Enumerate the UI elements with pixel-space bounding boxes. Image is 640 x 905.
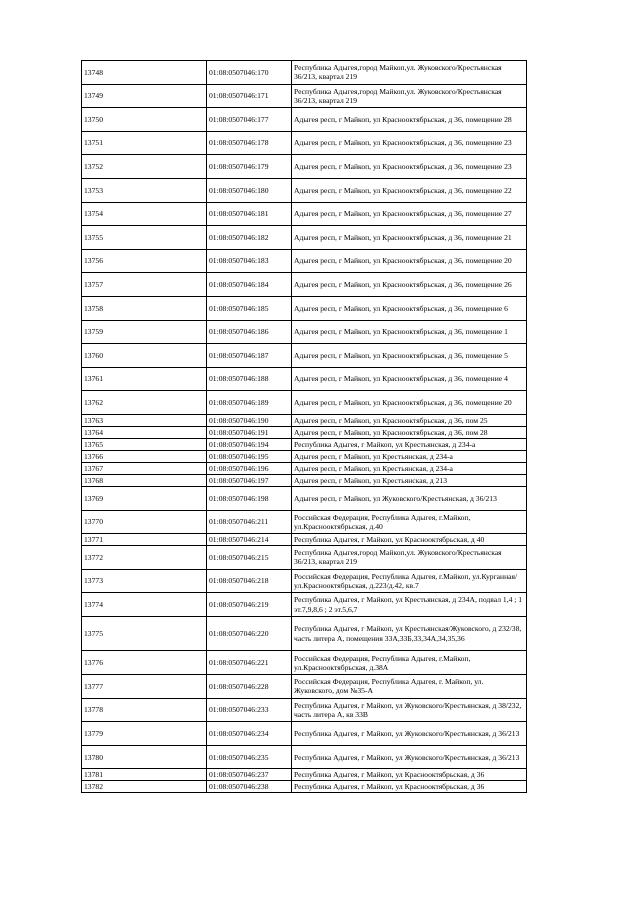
row-number-cell: 13765: [82, 438, 207, 450]
address-cell: Республика Адыгея,город Майкоп,ул. Жуковского/Крестьянская 36/213, квартал 219: [292, 61, 527, 85]
row-number-cell: 13760: [82, 344, 207, 368]
row-number-cell: 13763: [82, 414, 207, 426]
address-cell: Адыгея респ, г Майкоп, ул Крестьянская, д 234-а: [292, 450, 527, 462]
table-row: [82, 108, 527, 132]
table-row: [82, 131, 527, 155]
cadastral-number-cell: 01:08:0507046:228: [207, 675, 292, 699]
table-row: [82, 546, 527, 570]
address-cell: Адыгея респ, г Майкоп, ул Краснооктябрьская, д 36, помещение 26: [292, 273, 527, 297]
cadastral-number-cell: 01:08:0507046:211: [207, 510, 292, 534]
cadastral-number-cell: 01:08:0507046:235: [207, 745, 292, 769]
table-row: [82, 296, 527, 320]
table-row: [82, 745, 527, 769]
table-row: [82, 344, 527, 368]
address-cell: Адыгея респ, г Майкоп, ул Краснооктябрьская, д 36, помещение 6: [292, 296, 527, 320]
row-number-cell: 13778: [82, 698, 207, 722]
table-row: [82, 178, 527, 202]
table-row: [82, 226, 527, 250]
row-number-cell: 13772: [82, 546, 207, 570]
cadastral-number-cell: 01:08:0507046:220: [207, 616, 292, 651]
address-cell: Адыгея респ, г Майкоп, ул Краснооктябрьская, д 36, помещение 4: [292, 367, 527, 391]
cadastral-number-cell: 01:08:0507046:237: [207, 769, 292, 781]
address-cell: Республика Адыгея,город Майкоп,ул. Жуковского/Крестьянская 36/213, квартал 219: [292, 84, 527, 108]
table-row: [82, 462, 527, 474]
address-cell: Республика Адыгея, г Майкоп, ул Крестьянская, д 234-а: [292, 438, 527, 450]
cadastral-number-cell: 01:08:0507046:178: [207, 131, 292, 155]
cadastral-number-cell: 01:08:0507046:189: [207, 391, 292, 415]
address-cell: Республика Адыгея, г Майкоп, ул Краснооктябрьская, д 36: [292, 781, 527, 793]
row-number-cell: 13750: [82, 108, 207, 132]
row-number-cell: 13777: [82, 675, 207, 699]
cadastral-number-cell: 01:08:0507046:183: [207, 249, 292, 273]
address-cell: Республика Адыгея, г Майкоп, ул Крестьянская, д 234А, подвал 1,4 ; 1 эт.7,9,8,6 ; 2 эт.5,6,7: [292, 593, 527, 617]
address-cell: Адыгея респ, г Майкоп, ул Крестьянская, д 213: [292, 474, 527, 486]
row-number-cell: 13759: [82, 320, 207, 344]
row-number-cell: 13764: [82, 426, 207, 438]
address-cell: Адыгея респ, г Майкоп, ул Краснооктябрьская, д 36, помещение 20: [292, 249, 527, 273]
row-number-cell: 13752: [82, 155, 207, 179]
table-row: [82, 722, 527, 746]
row-number-cell: 13781: [82, 769, 207, 781]
row-number-cell: 13776: [82, 651, 207, 675]
cadastral-number-cell: 01:08:0507046:196: [207, 462, 292, 474]
address-cell: Адыгея респ, г Майкоп, ул Краснооктябрьская, д 36, помещение 27: [292, 202, 527, 226]
table-row: [82, 769, 527, 781]
row-number-cell: 13769: [82, 486, 207, 510]
address-cell: Республика Адыгея, г Майкоп, ул Крестьянская/Жуковского, д 232/38, часть литера А, помещения 33А,33Б,33,34А,34,35,36: [292, 616, 527, 651]
cadastral-number-cell: 01:08:0507046:185: [207, 296, 292, 320]
table-row: [82, 569, 527, 593]
table-row: [82, 414, 527, 426]
cadastral-number-cell: 01:08:0507046:234: [207, 722, 292, 746]
cadastral-number-cell: 01:08:0507046:180: [207, 178, 292, 202]
table-row: [82, 781, 527, 793]
table-row: [82, 474, 527, 486]
address-cell: Адыгея респ, г Майкоп, ул Краснооктябрьская, д 36, пом 28: [292, 426, 527, 438]
row-number-cell: 13761: [82, 367, 207, 391]
table-row: [82, 273, 527, 297]
address-cell: Адыгея респ, г Майкоп, ул Крестьянская, д 234-а: [292, 462, 527, 474]
table-row: [82, 651, 527, 675]
cadastral-number-cell: 01:08:0507046:197: [207, 474, 292, 486]
address-cell: Адыгея респ, г Майкоп, ул Жуковского/Крестьянская, д 36/213: [292, 486, 527, 510]
address-cell: Российская Федерация, Республика Адыгея, г. Майкоп, ул. Жуковского, дом №35-А: [292, 675, 527, 699]
registry-table: [81, 60, 527, 793]
table-row: [82, 391, 527, 415]
cadastral-number-cell: 01:08:0507046:219: [207, 593, 292, 617]
cadastral-number-cell: 01:08:0507046:221: [207, 651, 292, 675]
address-cell: Адыгея респ, г Майкоп, ул Краснооктябрьская, д 36, помещение 28: [292, 108, 527, 132]
address-cell: Адыгея респ, г Майкоп, ул Краснооктябрьская, д 36, помещение 23: [292, 155, 527, 179]
row-number-cell: 13782: [82, 781, 207, 793]
table-row: [82, 438, 527, 450]
cadastral-number-cell: 01:08:0507046:181: [207, 202, 292, 226]
row-number-cell: 13775: [82, 616, 207, 651]
address-cell: Республика Адыгея, г Майкоп, ул Краснооктябрьская, д 40: [292, 534, 527, 546]
address-cell: Республика Адыгея,город Майкоп,ул. Жуковского/Крестьянская 36/213, квартал 219: [292, 546, 527, 570]
table-row: [82, 367, 527, 391]
table-row: [82, 84, 527, 108]
cadastral-number-cell: 01:08:0507046:188: [207, 367, 292, 391]
table-row: [82, 593, 527, 617]
row-number-cell: 13768: [82, 474, 207, 486]
table-row: [82, 202, 527, 226]
table-row: [82, 320, 527, 344]
row-number-cell: 13758: [82, 296, 207, 320]
cadastral-number-cell: 01:08:0507046:194: [207, 438, 292, 450]
address-cell: Республика Адыгея, г Майкоп, ул Жуковского/Крестьянская, д 38/232, часть литера А, кв 33В: [292, 698, 527, 722]
row-number-cell: 13751: [82, 131, 207, 155]
address-cell: Адыгея респ, г Майкоп, ул Краснооктябрьская, д 36, пом 25: [292, 414, 527, 426]
row-number-cell: 13757: [82, 273, 207, 297]
row-number-cell: 13762: [82, 391, 207, 415]
address-cell: Адыгея респ, г Майкоп, ул Краснооктябрьская, д 36, помещение 1: [292, 320, 527, 344]
cadastral-number-cell: 01:08:0507046:184: [207, 273, 292, 297]
address-cell: Республика Адыгея, г Майкоп, ул Жуковского/Крестьянская, д 36/213: [292, 745, 527, 769]
cadastral-number-cell: 01:08:0507046:182: [207, 226, 292, 250]
row-number-cell: 13780: [82, 745, 207, 769]
table-row: [82, 426, 527, 438]
row-number-cell: 13773: [82, 569, 207, 593]
address-cell: Адыгея респ, г Майкоп, ул Краснооктябрьская, д 36, помещение 23: [292, 131, 527, 155]
address-cell: Республика Адыгея, г Майкоп, ул Краснооктябрьская, д 36: [292, 769, 527, 781]
row-number-cell: 13749: [82, 84, 207, 108]
address-cell: Адыгея респ, г Майкоп, ул Краснооктябрьская, д 36, помещение 22: [292, 178, 527, 202]
table-row: [82, 616, 527, 651]
row-number-cell: 13767: [82, 462, 207, 474]
cadastral-number-cell: 01:08:0507046:233: [207, 698, 292, 722]
cadastral-number-cell: 01:08:0507046:179: [207, 155, 292, 179]
cadastral-number-cell: 01:08:0507046:195: [207, 450, 292, 462]
cadastral-number-cell: 01:08:0507046:187: [207, 344, 292, 368]
cadastral-number-cell: 01:08:0507046:171: [207, 84, 292, 108]
address-cell: Адыгея респ, г Майкоп, ул Краснооктябрьская, д 36, помещение 5: [292, 344, 527, 368]
address-cell: Адыгея респ, г Майкоп, ул Краснооктябрьская, д 36, помещение 21: [292, 226, 527, 250]
row-number-cell: 13755: [82, 226, 207, 250]
row-number-cell: 13748: [82, 61, 207, 85]
table-row: [82, 61, 527, 85]
cadastral-number-cell: 01:08:0507046:218: [207, 569, 292, 593]
row-number-cell: 13753: [82, 178, 207, 202]
cadastral-number-cell: 01:08:0507046:190: [207, 414, 292, 426]
cadastral-number-cell: 01:08:0507046:238: [207, 781, 292, 793]
cadastral-number-cell: 01:08:0507046:198: [207, 486, 292, 510]
cadastral-number-cell: 01:08:0507046:177: [207, 108, 292, 132]
table-row: [82, 249, 527, 273]
row-number-cell: 13771: [82, 534, 207, 546]
address-cell: Адыгея респ, г Майкоп, ул Краснооктябрьская, д 36, помещение 20: [292, 391, 527, 415]
table-row: [82, 450, 527, 462]
table-row: [82, 486, 527, 510]
cadastral-number-cell: 01:08:0507046:186: [207, 320, 292, 344]
row-number-cell: 13779: [82, 722, 207, 746]
address-cell: Российская Федерация, Республика Адыгея, г.Майкоп, ул.Курганная/ул.Краснооктябрьская, д.223/д.42, кв.7: [292, 569, 527, 593]
table-row: [82, 510, 527, 534]
cadastral-number-cell: 01:08:0507046:191: [207, 426, 292, 438]
table-row: [82, 155, 527, 179]
address-cell: Российская Федерация, Республика Адыгея, г.Майкоп, ул.Краснооктябрьская, д.40: [292, 510, 527, 534]
table-row: [82, 534, 527, 546]
row-number-cell: 13770: [82, 510, 207, 534]
row-number-cell: 13766: [82, 450, 207, 462]
cadastral-number-cell: 01:08:0507046:215: [207, 546, 292, 570]
row-number-cell: 13774: [82, 593, 207, 617]
address-cell: Российская Федерация, Республика Адыгея, г.Майкоп, ул.Краснооктябрьская, д.38А: [292, 651, 527, 675]
address-cell: Республика Адыгея, г Майкоп, ул Жуковского/Крестьянская, д 36/213: [292, 722, 527, 746]
cadastral-number-cell: 01:08:0507046:170: [207, 61, 292, 85]
row-number-cell: 13754: [82, 202, 207, 226]
cadastral-number-cell: 01:08:0507046:214: [207, 534, 292, 546]
registry-table-body: [82, 61, 527, 793]
table-row: [82, 698, 527, 722]
table-row: [82, 675, 527, 699]
row-number-cell: 13756: [82, 249, 207, 273]
